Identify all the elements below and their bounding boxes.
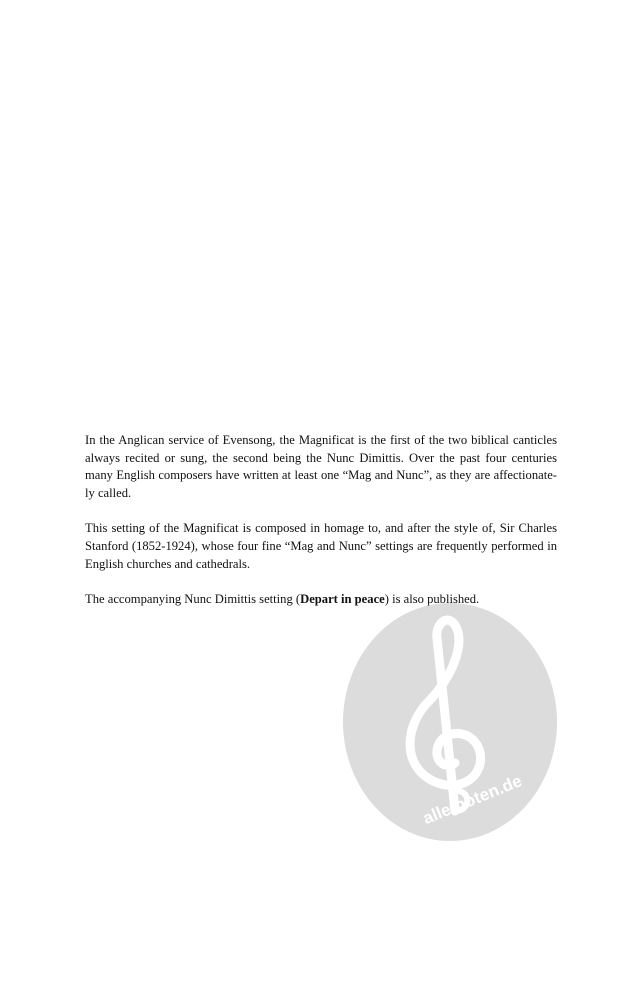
title-depart-in-peace: Depart in peace: [300, 592, 385, 607]
description-text-block: [85, 432, 557, 627]
paragraph-text-after: ) is also published.: [384, 592, 480, 607]
paragraph-text-before: The accompanying Nunc Dimittis setting (: [85, 592, 301, 607]
paragraph-evensong-intro: In the Anglican service of Evensong, the Magnificat is the first of the two biblical canticles always recited or sung, the second being the Nunc Dimittis. Over the past four centuries many English composers have written at least one “Mag and Nunc”, as they are affectionate-ly called.: [85, 433, 557, 500]
paragraph-stanford-homage: This setting of the Magnificat is composed in homage to, and after the style of, Sir Charles Stanford (1852-1924), whose four fine “Mag and Nunc” settings are frequently performed in English churches and cathedrals.: [85, 521, 557, 571]
watermark-logo: [343, 603, 557, 841]
watermark-text: alle-noten.de: [420, 771, 525, 829]
